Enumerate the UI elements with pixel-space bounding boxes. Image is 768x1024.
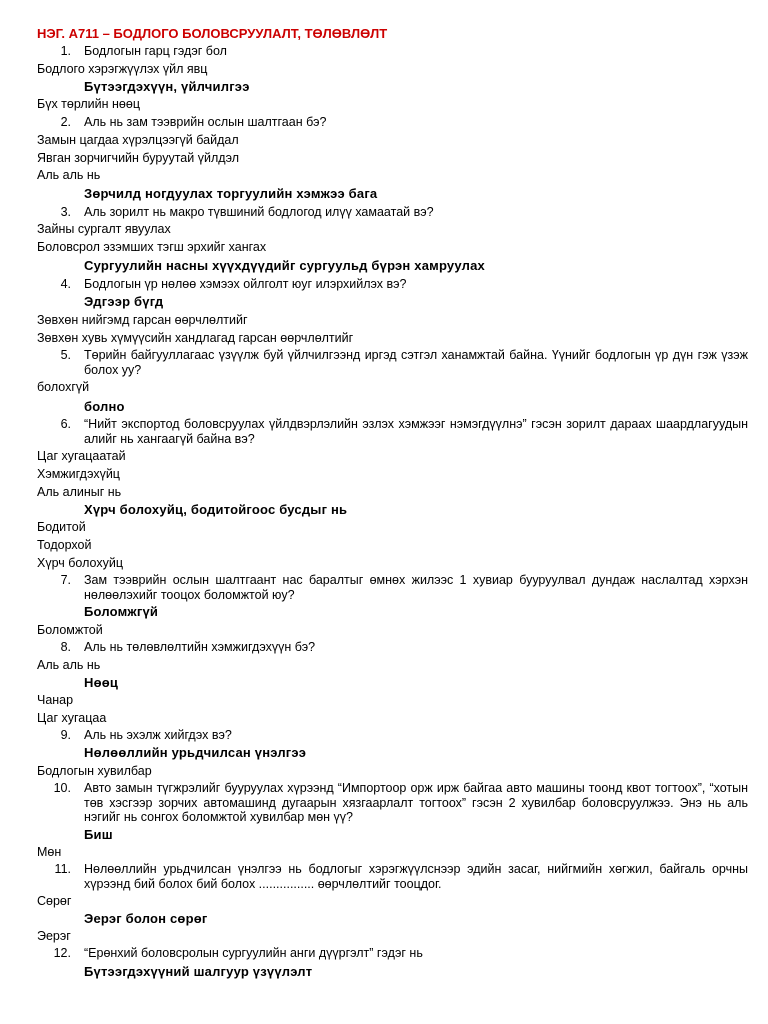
correct-answer: Эдгээр бүгд	[84, 294, 164, 309]
question-number: 4.	[60, 277, 71, 291]
question-number: 7.	[60, 573, 71, 587]
answer-option: Бодлогын хувилбар	[37, 764, 152, 778]
question-text: Төрийн байгууллагаас үзүүлж буй үйлчилгээнд иргэд сэтгэл ханамжтай байна. Үүнийг бодлогын үр дүн гэж үзэж болох уу?	[84, 348, 748, 377]
question-number: 5.	[60, 348, 71, 362]
correct-answer: Хүрч болохуйц, бодитойгоос бусдыг нь	[84, 502, 348, 517]
question-number: 10.	[53, 781, 71, 795]
answer-option: болохгүй	[37, 380, 90, 394]
question-number: 12.	[53, 946, 71, 960]
correct-answer: болно	[84, 399, 125, 414]
answer-option: Бодитой	[37, 520, 86, 534]
answer-option: Явган зорчигчийн буруутай үйлдэл	[37, 151, 240, 165]
answer-option: Зөвхөн хувь хүмүүсийн хандлагад гарсан өөрчлөлтийг	[37, 331, 354, 345]
answer-option: Бодлого хэрэгжүүлэх үйл явц	[37, 62, 208, 76]
correct-answer: Сургуулийн насны хүүхдүүдийг сургуульд бүрэн хамруулах	[84, 258, 485, 273]
answer-option: Мөн	[37, 845, 62, 859]
question-number: 6.	[60, 417, 71, 431]
question-number: 3.	[60, 205, 71, 219]
answer-option: Боломжтой	[37, 623, 103, 637]
question-text: “Нийт экспортод боловсруулах үйлдвэрлэлийн эзлэх хэмжээг нэмэгдүүлнэ” гэсэн зорилт дараах шаардлагуудын алийг нь хангаагүй байна вэ?	[84, 417, 748, 446]
question-number: 2.	[60, 115, 71, 129]
answer-option: Хүрч болохуйц	[37, 556, 123, 570]
question-text: Аль нь эхэлж хийгдэх вэ?	[84, 728, 232, 742]
question-text: Бодлогын үр нөлөө хэмээх ойлголт юуг илэрхийлэх вэ?	[84, 277, 407, 291]
correct-answer: Зөрчилд ногдуулах торгуулийн хэмжээ бага	[84, 186, 378, 201]
correct-answer: Эерэг болон сөрөг	[84, 911, 208, 926]
answer-option: Цаг хугацаатай	[37, 449, 126, 463]
answer-option: Замын цагдаа хүрэлцээгүй байдал	[37, 133, 239, 147]
answer-option: Хэмжигдэхүйц	[37, 467, 120, 481]
question-number: 9.	[60, 728, 71, 742]
question-text: “Ерөнхий боловсролын сургуулийн анги дүүргэлт” гэдэг нь	[84, 946, 423, 960]
correct-answer: Бүтээгдэхүүн, үйлчилгээ	[84, 79, 250, 94]
correct-answer: Бүтээгдэхүүний шалгуур үзүүлэлт	[84, 964, 313, 979]
correct-answer: Боломжгүй	[84, 604, 159, 619]
question-text: Аль зорилт нь макро түвшиний бодлогод илүү хамаатай вэ?	[84, 205, 434, 219]
question-text: Зам тээврийн ослын шалтгаант нас баралтыг өмнөх жилээс 1 хувиар бууруулвал дундаж наслалтад хэрхэн нөлөөлэхийг тооцох боломжтой юу?	[84, 573, 748, 602]
answer-option: Бүх төрлийн нөөц	[37, 97, 140, 111]
answer-option: Эерэг	[37, 929, 71, 943]
answer-option: Аль аль нь	[37, 168, 101, 182]
question-text: Аль нь төлөвлөлтийн хэмжигдэхүүн бэ?	[84, 640, 316, 654]
document-title: НЭГ. A711 – БОДЛОГО БОЛОВСРУУЛАЛТ, ТӨЛӨВЛӨЛТ	[37, 26, 388, 41]
question-number: 1.	[60, 44, 71, 58]
answer-option: Зайны сургалт явуулах	[37, 222, 171, 236]
answer-option: Сөрөг	[37, 894, 72, 908]
answer-option: Аль аль нь	[37, 658, 101, 672]
correct-answer: Нөөц	[84, 675, 119, 690]
question-number: 8.	[60, 640, 71, 654]
answer-option: Боловсрол эзэмших тэгш эрхийг хангах	[37, 240, 267, 254]
answer-option: Тодорхой	[37, 538, 92, 552]
answer-option: Цаг хугацаа	[37, 711, 107, 725]
answer-option: Чанар	[37, 693, 74, 707]
answer-option: Аль алиныг нь	[37, 485, 122, 499]
question-text: Бодлогын гарц гэдэг бол	[84, 44, 227, 58]
answer-option: Зөвхөн нийгэмд гарсан өөрчлөлтийг	[37, 313, 248, 327]
question-text: Аль нь зам тээврийн ослын шалтгаан бэ?	[84, 115, 327, 129]
correct-answer: Биш	[84, 827, 113, 842]
question-text: Нөлөөллийн урьдчилсан үнэлгээ нь бодлогыг хэрэгжүүлснээр эдийн засаг, нийгмийн хөгжил, байгаль орчны хүрээнд бий болох бий болох ................ өөрчлөлтийг тооцдог.	[84, 862, 748, 891]
question-text: Авто замын түгжрэлийг бууруулах хүрээнд “Импортоор орж ирж байгаа авто машины тоонд квот тогтоох”, “хотын төв хэсгээр зорчих автомашинд дугаарын хязгаарлалт тогтоох” гэсэн 2 хувилбар боловсруулжээ. Энэ нь аль нэгийг нь сонгох боломжтой хувилбар мөн үү?	[84, 781, 748, 824]
correct-answer: Нөлөөллийн урьдчилсан үнэлгээ	[84, 745, 307, 760]
question-number: 11.	[54, 862, 71, 876]
